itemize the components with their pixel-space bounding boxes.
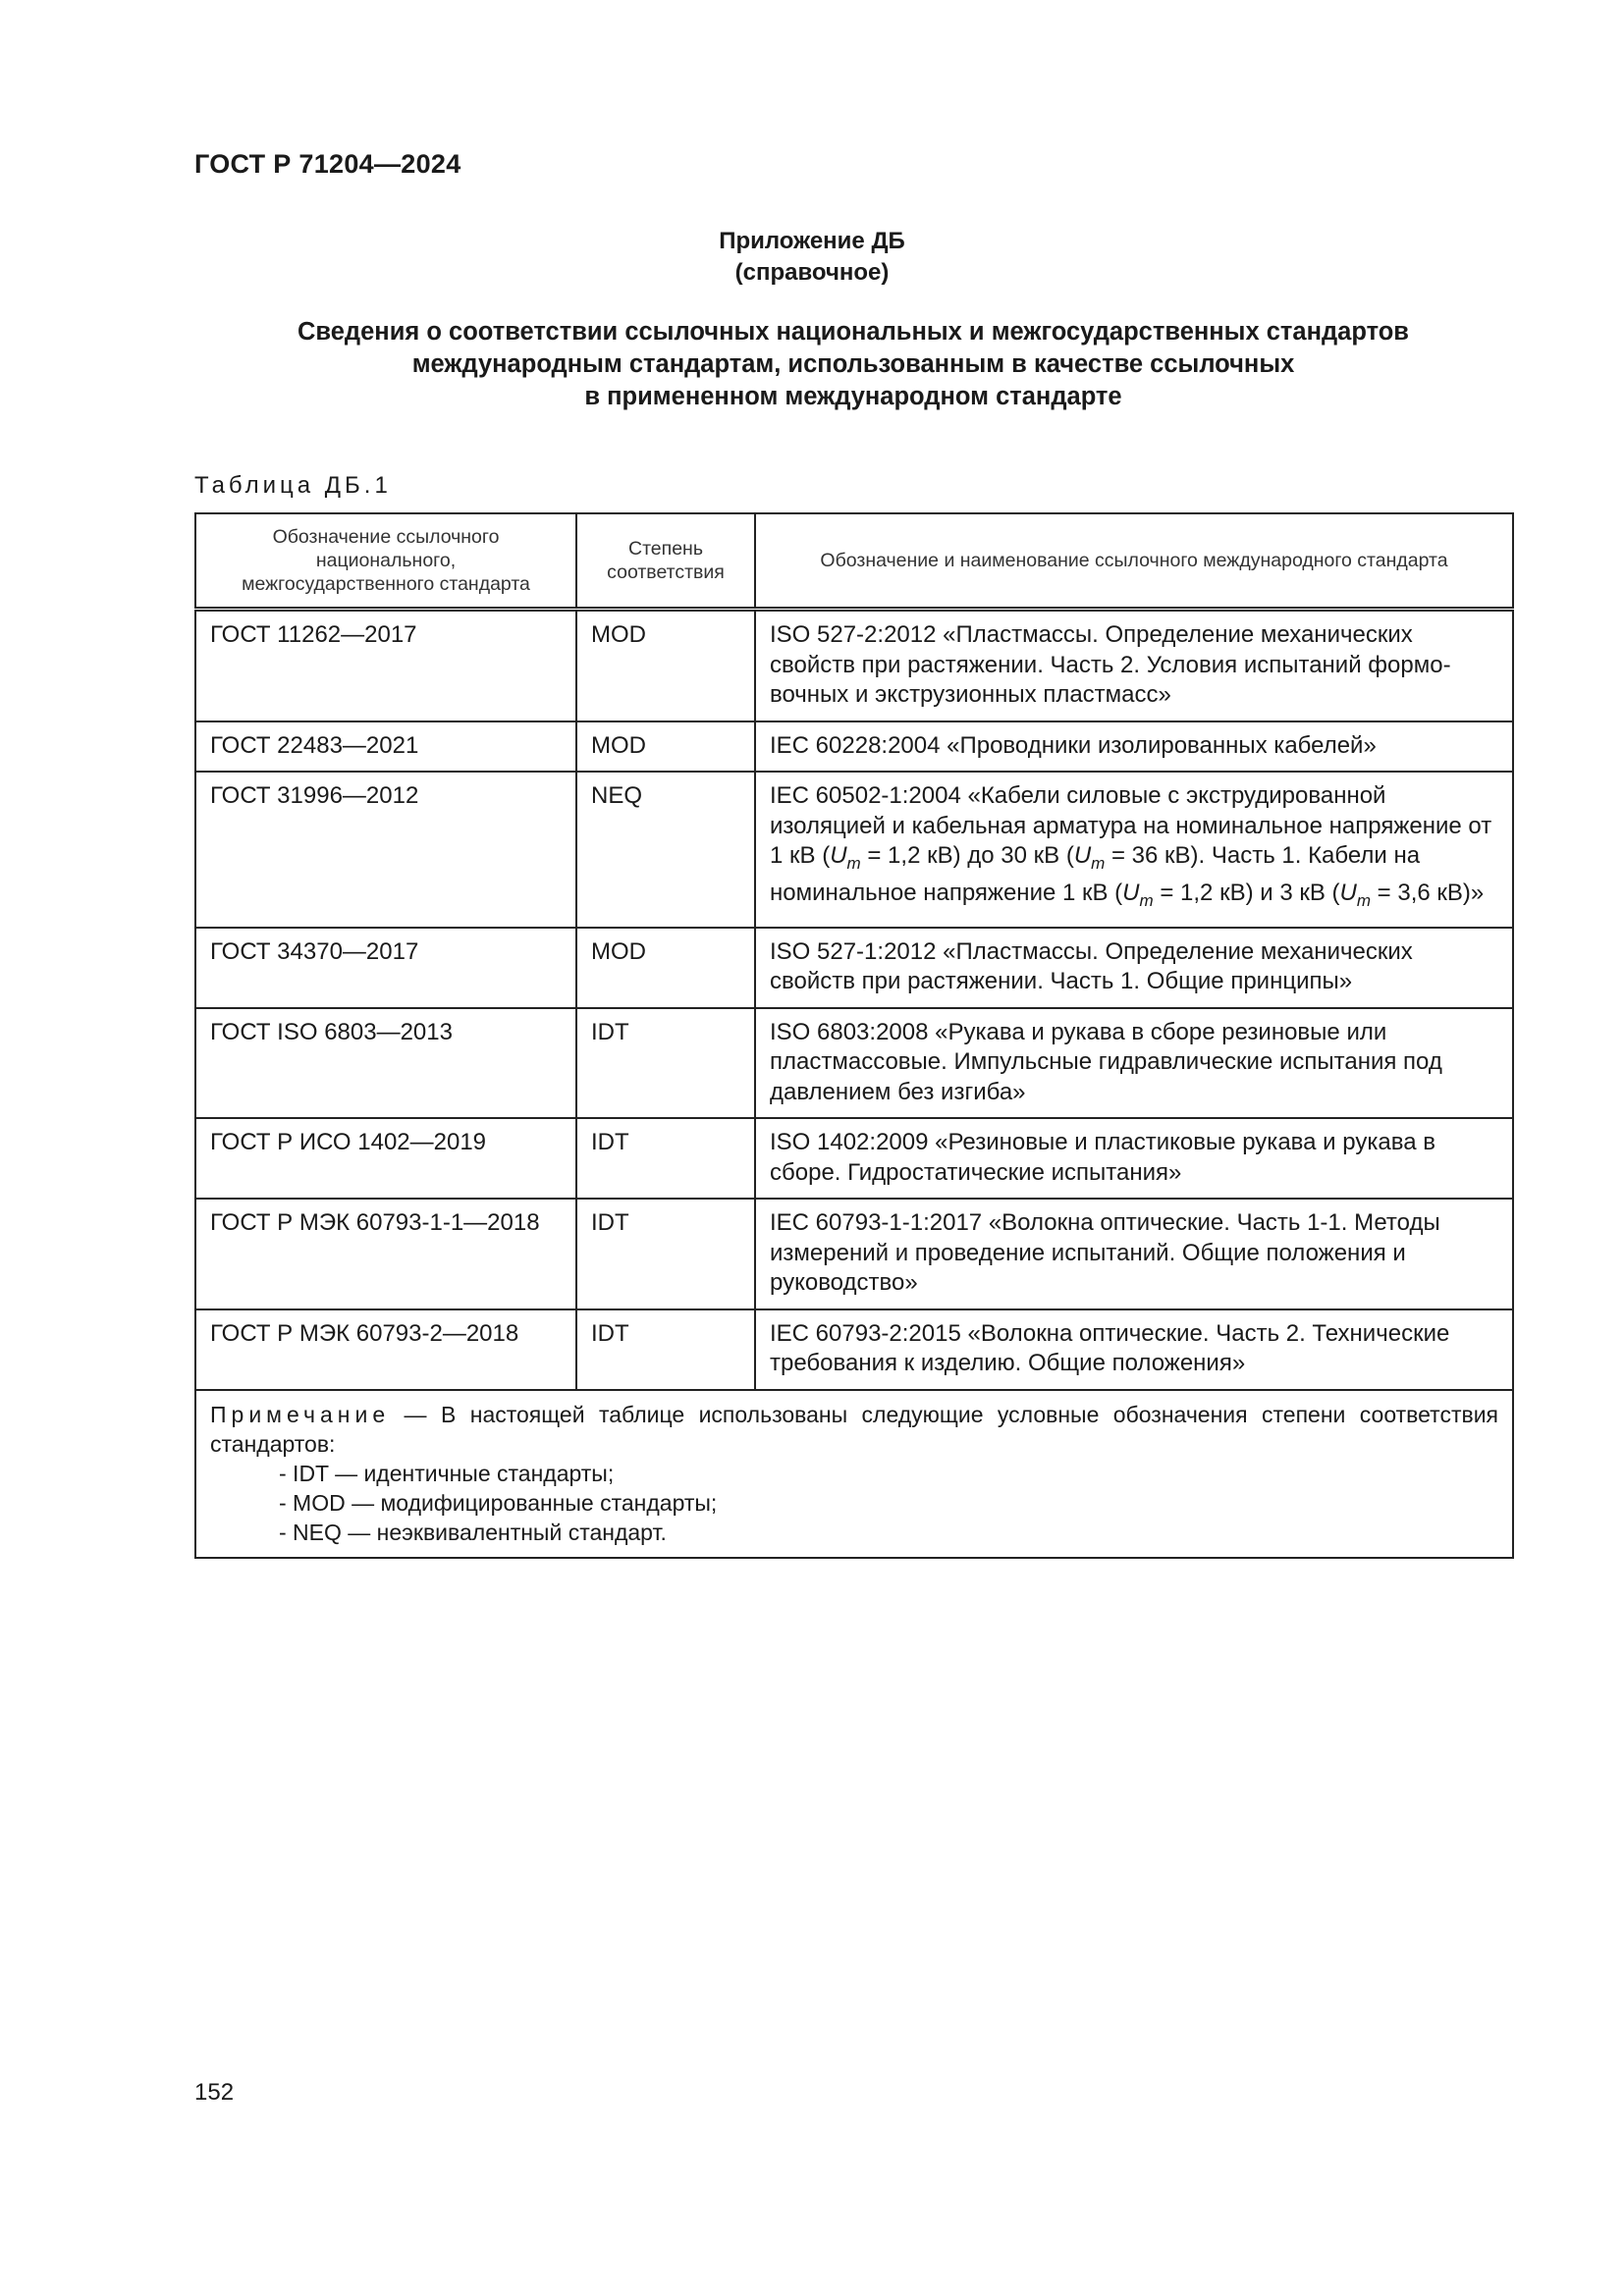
- column-header-degree: Степень соответствия: [576, 513, 755, 610]
- section-heading: [194, 316, 1512, 413]
- degree-cell: NEQ: [576, 772, 755, 928]
- degree-cell: IDT: [576, 1008, 755, 1119]
- column-header-international: Обозначение и наименование ссылочного международного стандарта: [755, 513, 1513, 610]
- international-standard-cell: ISO 527-1:2012 «Пластмассы. Определение механических свойств при растяжении. Часть 1. Общие принципы»: [755, 928, 1513, 1008]
- international-standard-cell: IEC 60228:2004 «Проводники изолированных кабелей»: [755, 721, 1513, 773]
- degree-cell: IDT: [576, 1199, 755, 1309]
- note-word: Примечание: [210, 1401, 391, 1427]
- international-standard-cell: ISO 527-2:2012 «Пластмассы. Определение механических свойств при растяжении. Часть 2. Условия испытаний формо-вочных и экструзионных пластмасс»: [755, 610, 1513, 721]
- national-standard-cell: ГОСТ Р ИСО 1402—2019: [195, 1118, 576, 1199]
- international-standard-cell: IEC 60502-1:2004 «Кабели силовые с экструдированной изоляцией и кабельная арматура на номинальное напряжение от 1 кВ ($U_m = 1,2$ кВ) до 30 кВ ($U_m = 36$ кВ). Часть 1. Кабели на номинальное напряжение 1 кВ ($U_m = 1,2$ кВ) и 3 кВ ($U_m = 3,6$ кВ)»: [755, 772, 1513, 928]
- appendix-kind: (справочное): [734, 259, 890, 286]
- degree-cell: MOD: [576, 721, 755, 773]
- national-standard-cell: ГОСТ 11262—2017: [195, 610, 576, 721]
- table-row: [195, 1118, 1513, 1199]
- national-standard-cell: ГОСТ 31996—2012: [195, 772, 576, 928]
- table-note-row: [195, 1390, 1513, 1558]
- national-standard-cell: ГОСТ ISO 6803—2013: [195, 1008, 576, 1119]
- heading-line: международным стандартам, использованным в качестве ссылочных: [411, 350, 1295, 378]
- degree-cell: MOD: [576, 610, 755, 721]
- column-header-national: Обозначение ссылочного национального, межгосударственного стандарта: [195, 513, 576, 610]
- table-row: [195, 1199, 1513, 1309]
- table-row: [195, 772, 1513, 928]
- national-standard-cell: ГОСТ 22483—2021: [195, 721, 576, 773]
- degree-cell: IDT: [576, 1309, 755, 1390]
- note-item: - NEQ — неэквивалентный стандарт.: [279, 1519, 667, 1545]
- appendix-title: Приложение ДБ: [719, 228, 905, 254]
- table-row: [195, 610, 1513, 721]
- heading-line: Сведения о соответствии ссылочных национальных и межгосударственных стандартов: [298, 318, 1409, 346]
- international-standard-cell: ISO 6803:2008 «Рукава и рукава в сборе резиновые или пластмассовые. Импульсные гидравлические испытания под давлением без изгиба»: [755, 1008, 1513, 1119]
- standards-table: [194, 512, 1514, 1559]
- table-row: [195, 928, 1513, 1008]
- international-standard-cell: ISO 1402:2009 «Резиновые и пластиковые рукава и рукава в сборе. Гидростатические испытания»: [755, 1118, 1513, 1199]
- degree-cell: IDT: [576, 1118, 755, 1199]
- page-number: 152: [194, 2079, 235, 2106]
- note-item: - MOD — модифицированные стандарты;: [279, 1489, 718, 1516]
- table-row: [195, 1008, 1513, 1119]
- table-note: [195, 1390, 1513, 1558]
- table-row: [195, 721, 1513, 773]
- table-label: Таблица ДБ.1: [194, 472, 392, 499]
- document-header: ГОСТ Р 71204—2024: [194, 149, 461, 179]
- note-item: - IDT — идентичные стандарты;: [279, 1460, 615, 1486]
- note-text: — В настоящей таблице использованы следующие условные обозначения степени соответствия стандартов:: [210, 1401, 1498, 1457]
- national-standard-cell: ГОСТ Р МЭК 60793-1-1—2018: [195, 1199, 576, 1309]
- table-row: [195, 1309, 1513, 1390]
- heading-line: в примененном международном стандарте: [584, 383, 1122, 410]
- degree-cell: MOD: [576, 928, 755, 1008]
- table-header-row: [195, 513, 1513, 610]
- international-standard-cell: IEC 60793-1-1:2017 «Волокна оптические. Часть 1-1. Методы измерений и проведение испытаний. Общие положения и руководство»: [755, 1199, 1513, 1309]
- international-standard-cell: IEC 60793-2:2015 «Волокна оптические. Часть 2. Технические требования к изделию. Общие положения»: [755, 1309, 1513, 1390]
- national-standard-cell: ГОСТ 34370—2017: [195, 928, 576, 1008]
- national-standard-cell: ГОСТ Р МЭК 60793-2—2018: [195, 1309, 576, 1390]
